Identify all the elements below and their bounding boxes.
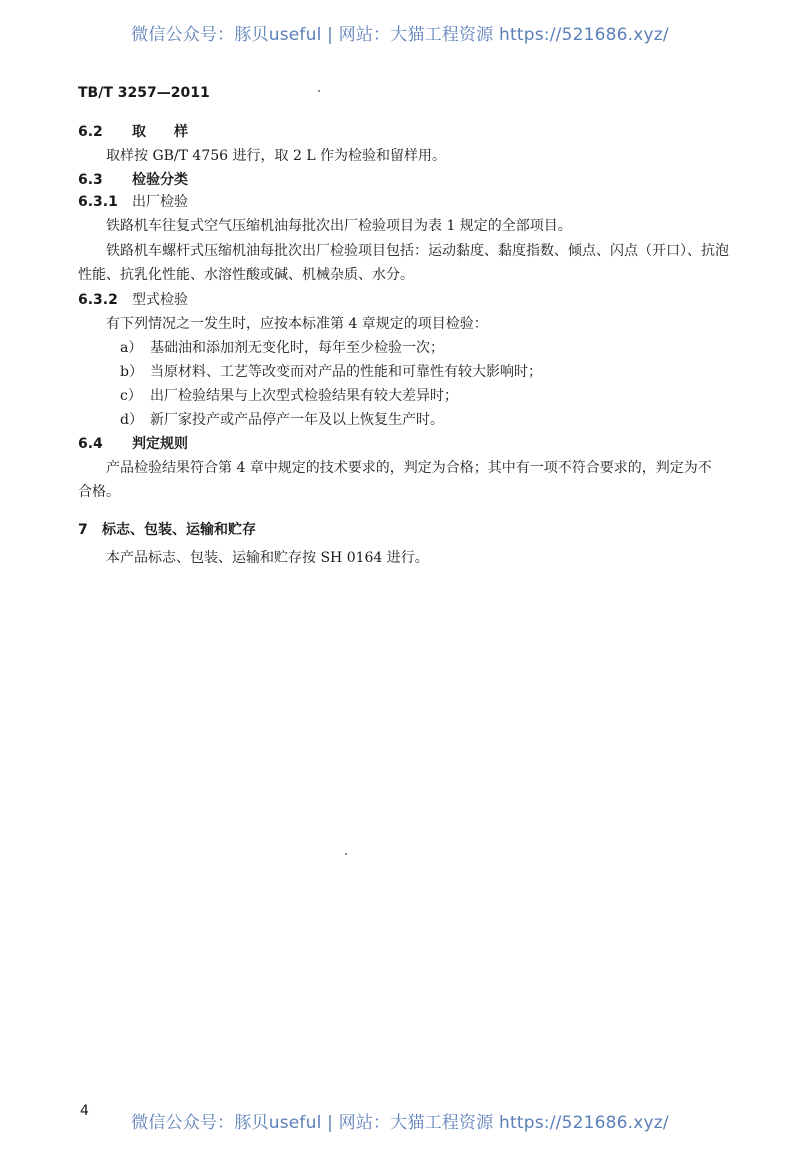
list-marker: c） — [120, 388, 142, 404]
section-6-3-1-p2-line1: 铁路机车螺杆式压缩机油每批次出厂检验项目包括：运动黏度、黏度指数、倾点、闪点（开口）、抗泡 — [106, 243, 729, 259]
section-number: 6.2 — [78, 124, 103, 140]
section-6-2-text: 取样按 GB/T 4756 进行，取 2 L 作为检验和留样用。 — [106, 148, 447, 164]
section-title: 取 样 — [132, 124, 188, 140]
section-6-3-2-intro: 有下列情况之一发生时，应按本标准第 4 章规定的项目检验： — [106, 316, 488, 332]
section-6-4-p1-line1: 产品检验结果符合第 4 章中规定的技术要求的，判定为合格；其中有一项不符合要求的，判定为不 — [106, 460, 712, 476]
section-6-4-heading — [78, 434, 188, 454]
section-number: 6.3.2 — [78, 292, 118, 308]
speck — [318, 90, 320, 92]
list-text: 出厂检验结果与上次型式检验结果有较大差异时； — [150, 388, 458, 404]
section-number: 6.3.1 — [78, 194, 118, 210]
section-6-4-p1-line2: 合格。 — [78, 484, 120, 500]
list-item — [120, 410, 444, 430]
section-number: 6.4 — [78, 436, 103, 452]
list-marker: b） — [120, 364, 143, 380]
speck — [345, 853, 347, 855]
watermark-top: 微信公众号：豚贝useful | 网站：大猫工程资源 https://521686.xyz/ — [131, 25, 669, 45]
document-code: TB/T 3257—2011 — [78, 85, 210, 101]
section-7-heading — [78, 520, 256, 540]
section-title: 出厂检验 — [132, 194, 188, 210]
section-title: 型式检验 — [132, 292, 188, 308]
watermark-bottom: 微信公众号：豚贝useful | 网站：大猫工程资源 https://521686.xyz/ — [131, 1113, 669, 1133]
section-6-3-1-p2-line2: 性能、抗乳化性能、水溶性酸或碱、机械杂质、水分。 — [78, 267, 414, 283]
page-number: 4 — [80, 1103, 89, 1119]
section-6-2-heading — [78, 122, 188, 142]
list-item — [120, 338, 444, 358]
section-6-3-1-heading — [78, 192, 188, 212]
list-item — [120, 362, 542, 382]
section-number: 7 — [78, 522, 88, 538]
list-text: 新厂家投产或产品停产一年及以上恢复生产时。 — [150, 412, 444, 428]
section-7-text: 本产品标志、包装、运输和贮存按 SH 0164 进行。 — [106, 550, 429, 566]
section-6-3-2-heading — [78, 290, 188, 310]
section-6-3-1-p1: 铁路机车往复式空气压缩机油每批次出厂检验项目为表 1 规定的全部项目。 — [106, 218, 572, 234]
section-title: 判定规则 — [132, 436, 188, 452]
section-title: 检验分类 — [132, 172, 188, 188]
list-text: 当原材料、工艺等改变而对产品的性能和可靠性有较大影响时； — [150, 364, 542, 380]
list-text: 基础油和添加剂无变化时，每年至少检验一次； — [150, 340, 444, 356]
list-item — [120, 386, 458, 406]
section-6-3-heading — [78, 170, 188, 190]
list-marker: a） — [120, 340, 143, 356]
section-number: 6.3 — [78, 172, 103, 188]
list-marker: d） — [120, 412, 143, 428]
section-title: 标志、包装、运输和贮存 — [102, 522, 256, 538]
